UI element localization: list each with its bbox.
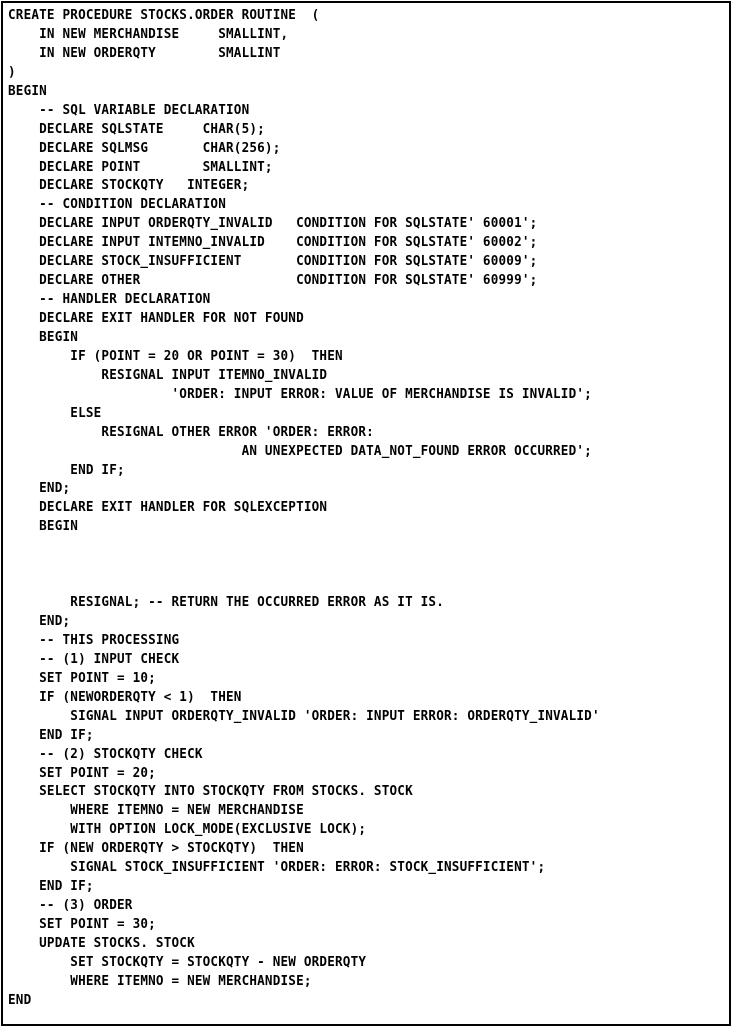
- code-line: IF (NEWORDERQTY < 1) THEN: [8, 689, 242, 705]
- code-line: AN UNEXPECTED DATA_NOT_FOUND ERROR OCCURRED';: [8, 443, 592, 459]
- code-line: BEGIN: [8, 519, 79, 535]
- code-line: SET POINT = 30;: [8, 917, 156, 932]
- code-line: DECLARE POINT SMALLINT;: [8, 159, 273, 175]
- code-line: IF (NEW ORDERQTY > STOCKQTY) THEN: [8, 841, 304, 857]
- code-line: END: [8, 992, 32, 1008]
- code-line: END IF;: [8, 727, 94, 743]
- code-line: -- (3) ORDER: [8, 898, 133, 914]
- code-listing-frame: [1, 1, 731, 1026]
- code-line: UPDATE STOCKS. STOCK: [8, 935, 195, 951]
- code-line: WITH OPTION LOCK_MODE(EXCLUSIVE LOCK);: [8, 822, 367, 838]
- code-line: IF (POINT = 20 OR POINT = 30) THEN: [8, 348, 343, 364]
- code-line: ): [8, 64, 16, 80]
- code-line: WHERE ITEMNO = NEW MERCHANDISE;: [8, 973, 312, 989]
- code-line: END IF;: [8, 462, 125, 478]
- code-line: DECLARE SQLMSG CHAR(256);: [8, 140, 281, 156]
- code-line: CREATE PROCEDURE STOCKS.ORDER ROUTINE (: [8, 8, 320, 23]
- code-line: SIGNAL INPUT ORDERQTY_INVALID 'ORDER: INPUT ERROR: ORDERQTY_INVALID': [8, 708, 600, 724]
- code-listing: [8, 7, 618, 1011]
- code-line: ELSE: [8, 405, 102, 421]
- code-line: -- (1) INPUT CHECK: [8, 651, 180, 667]
- code-line: RESIGNAL; -- RETURN THE OCCURRED ERROR AS IT IS.: [8, 595, 445, 611]
- code-line: -- HANDLER DECLARATION: [8, 292, 211, 308]
- code-line: DECLARE STOCK_INSUFFICIENT CONDITION FOR SQLSTATE' 60009';: [8, 254, 538, 270]
- code-line: DECLARE EXIT HANDLER FOR SQLEXCEPTION: [8, 500, 328, 516]
- code-line: BEGIN: [8, 329, 79, 345]
- code-line: -- (2) STOCKQTY CHECK: [8, 746, 203, 762]
- code-line: END;: [8, 481, 71, 497]
- code-line: [8, 575, 600, 594]
- code-line: [8, 556, 600, 575]
- code-line: DECLARE INPUT INTEMNO_INVALID CONDITION FOR SQLSTATE' 60002';: [8, 235, 538, 251]
- code-line: SET STOCKQTY = STOCKQTY - NEW ORDERQTY: [8, 954, 367, 970]
- code-line: DECLARE EXIT HANDLER FOR NOT FOUND: [8, 311, 304, 326]
- code-line: SELECT STOCKQTY INTO STOCKQTY FROM STOCKS. STOCK: [8, 784, 413, 800]
- code-line: BEGIN: [8, 83, 47, 99]
- code-line: SET POINT = 20;: [8, 765, 156, 781]
- code-line: DECLARE OTHER CONDITION FOR SQLSTATE' 60999';: [8, 273, 538, 289]
- code-line: END IF;: [8, 879, 94, 895]
- code-line: END;: [8, 614, 71, 629]
- code-line: RESIGNAL OTHER ERROR 'ORDER: ERROR:: [8, 424, 374, 440]
- code-line: [8, 537, 600, 556]
- code-line: DECLARE SQLSTATE CHAR(5);: [8, 121, 265, 137]
- code-line: DECLARE STOCKQTY INTEGER;: [8, 178, 250, 194]
- code-line: WHERE ITEMNO = NEW MERCHANDISE: [8, 803, 304, 819]
- code-line: -- SQL VARIABLE DECLARATION: [8, 102, 250, 118]
- code-line: SET POINT = 10;: [8, 670, 156, 686]
- code-line: SIGNAL STOCK_INSUFFICIENT 'ORDER: ERROR: STOCK_INSUFFICIENT';: [8, 860, 546, 876]
- code-line: -- CONDITION DECLARATION: [8, 197, 227, 213]
- code-line: IN NEW MERCHANDISE SMALLINT,: [8, 26, 289, 42]
- code-line: DECLARE INPUT ORDERQTY_INVALID CONDITION FOR SQLSTATE' 60001';: [8, 216, 538, 232]
- code-line: 'ORDER: INPUT ERROR: VALUE OF MERCHANDISE IS INVALID';: [8, 386, 592, 402]
- code-line: RESIGNAL INPUT ITEMNO_INVALID: [8, 367, 328, 383]
- code-line: IN NEW ORDERQTY SMALLINT: [8, 45, 281, 61]
- code-line: -- THIS PROCESSING: [8, 632, 180, 648]
